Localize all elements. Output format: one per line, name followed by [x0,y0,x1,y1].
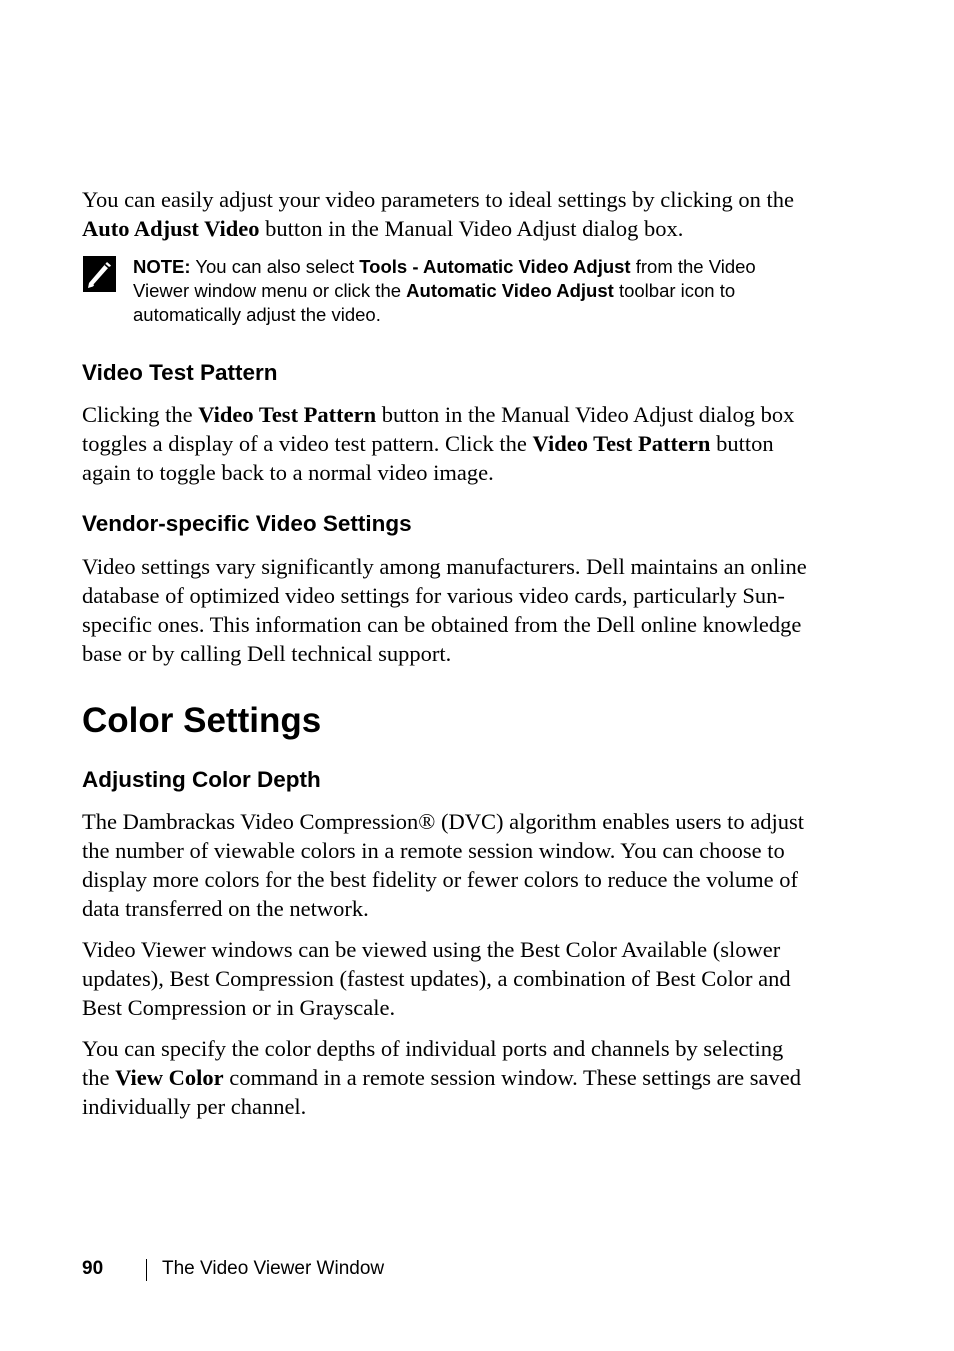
text-line: Best Compression or in Grayscale. [82,995,396,1020]
note-text [133,255,863,327]
text-line: specific ones. This information can be obtained from the Dell online knowledge [82,612,802,637]
text-part: button in the Manual Video Adjust dialog box [376,402,795,427]
intro-line: button in the Manual Video Adjust dialog box. [259,216,684,241]
text-part: Clicking the [82,402,199,427]
text-line: Video Viewer windows can be viewed using the Best Color Available (slower [82,937,781,962]
page-number: 90 [82,1258,104,1279]
viewing-modes-paragraph [82,935,854,1022]
vendor-specific-paragraph [82,552,854,668]
intro-line: You can easily adjust your video parameters to ideal settings by clicking on the [82,187,794,212]
video-test-pattern-paragraph [82,400,854,487]
chapter-title: The Video Viewer Window [162,1258,385,1279]
text-part: command in a remote session window. These settings are saved [223,1065,802,1090]
note-text-part: from the Video [630,256,756,277]
bold-term: Video Test Pattern [532,431,711,456]
note-text-part: You can also select [190,256,360,277]
text-part: again to toggle back to a normal video image. [82,460,494,485]
text-line: database of optimized video settings for various video cards, particularly Sun- [82,583,785,608]
video-test-pattern-heading: Video Test Pattern [82,360,278,385]
note-bold-term: Automatic Video Adjust [406,280,614,301]
intro-paragraph [82,185,854,243]
adjusting-color-depth-heading: Adjusting Color Depth [82,767,321,792]
vendor-specific-heading: Vendor-specific Video Settings [82,511,412,536]
intro-bold-term: Auto Adjust Video [82,216,260,241]
text-part: toggles a display of a video test pattern. Click the [82,431,533,456]
text-line: Video settings vary significantly among manufacturers. Dell maintains an online [82,554,807,579]
footer-divider [146,1259,147,1281]
text-line: data transferred on the network. [82,896,369,921]
note-text-part: automatically adjust the video. [133,304,381,325]
note-pencil-icon [83,256,116,292]
text-line: the number of viewable colors in a remote session window. You can choose to [82,838,785,863]
text-line: display more colors for the best fidelity or fewer colors to reduce the volume of [82,867,799,892]
text-line: You can specify the color depths of individual ports and channels by selecting [82,1036,784,1061]
dvc-paragraph [82,807,854,923]
bold-term: Video Test Pattern [198,402,377,427]
text-line: updates), Best Compression (fastest updates), a combination of Best Color and [82,966,791,991]
note-label: NOTE: [133,256,191,277]
text-line: individually per channel. [82,1094,307,1119]
text-line: The Dambrackas Video Compression® (DVC) algorithm enables users to adjust [82,809,805,834]
text-part: the [82,1065,116,1090]
text-line: base or by calling Dell technical support. [82,641,452,666]
bold-term: View Color [115,1065,224,1090]
view-color-paragraph [82,1034,854,1121]
note-bold-term: Tools - Automatic Video Adjust [359,256,631,277]
note-text-part: Viewer window menu or click the [133,280,407,301]
note-text-part: toolbar icon to [613,280,736,301]
color-settings-title: Color Settings [82,701,322,740]
text-part: button [710,431,774,456]
